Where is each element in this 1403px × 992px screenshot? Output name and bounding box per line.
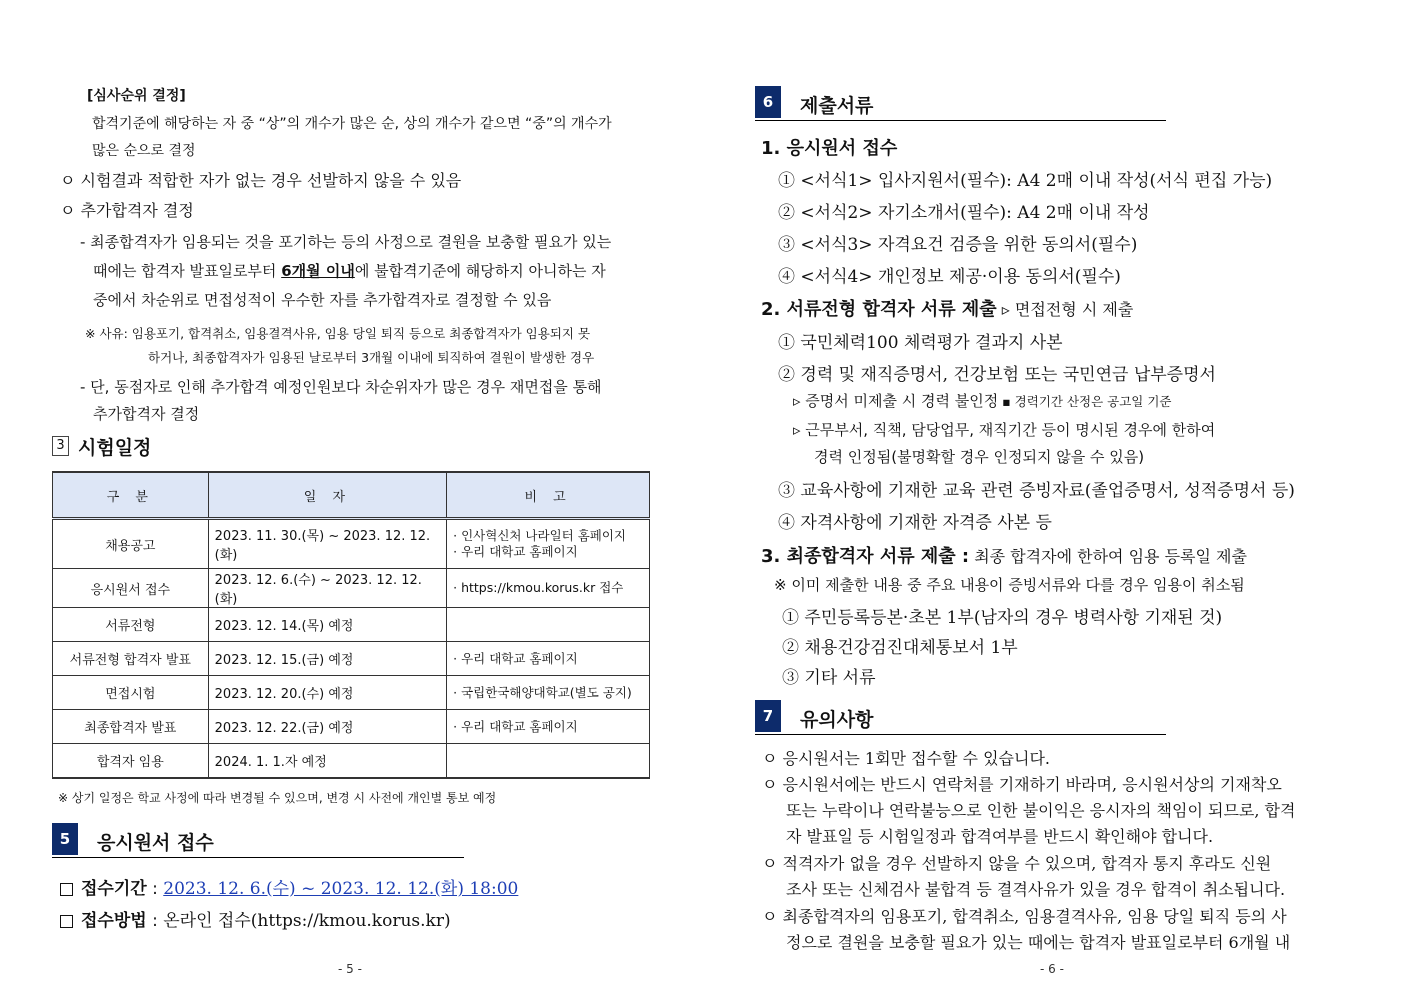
docs-heading-1: 1. 응시원서 접수 [761,138,898,159]
section-6-number: 6 [755,86,781,118]
row-note: · 국립한국해양대학교(별도 공지) [447,676,650,710]
notice-2-line-3: 자 발표일 등 시험일정과 합격여부를 반드시 확인해야 합니다. [786,827,1214,846]
reason-note-line-1: ※ 사유: 임용포기, 합격취소, 임용결격사유, 임용 당일 퇴직 등으로 최종합격자가 임용되지 못 [85,326,591,341]
application-method [60,906,451,931]
notice-2-line-1: ㅇ 응시원서에는 반드시 연락처를 기재하기 바라며, 응시원서상의 기재착오 [762,775,1282,794]
page-number-left: - 5 - [338,962,362,976]
docs-1-item-1: ① <서식1> 입사지원서(필수): A4 2매 이내 작성(서식 편집 가능) [778,171,1273,191]
row-name: 채용공고 [53,519,209,569]
row-note: · 우리 대학교 홈페이지 [447,642,650,676]
row-name: 서류전형 합격자 발표 [53,642,209,676]
table-row [53,744,650,779]
text-part: 때에는 합격자 발표일로부터 [93,262,282,280]
notice-4-line-2: 정으로 결원을 보충할 필요가 있는 때에는 합격자 발표일로부터 6개월 내 [786,933,1291,952]
section-6-title: 제출서류 [800,95,874,117]
header-date: 일 자 [208,472,446,519]
docs-2-item-2: ② 경력 및 재직증명서, 건강보험 또는 국민연금 납부증명서 [778,365,1216,385]
docs-2-sub-1 [793,390,1172,411]
heading-rest: ▹ 면접전형 시 제출 [996,300,1134,319]
docs-3-item-2: ② 채용건강검진대체통보서 1부 [782,638,1018,658]
heading-bold: 3. 최종합격자 서류 제출 : [761,546,970,567]
row-name: 면접시험 [53,676,209,710]
period-label: 접수기간 [81,879,147,899]
additional-dash-2-line-1: - 단, 동점자로 인해 추가합격 예정인원보다 차순위자가 많은 경우 재면접을 통해 [80,378,602,396]
row-date: 2024. 1. 1.자 예정 [208,744,446,779]
row-note [447,744,650,779]
table-row [53,710,650,744]
docs-1-item-2: ② <서식2> 자기소개서(필수): A4 2매 이내 작성 [778,203,1150,223]
heading-bold: 2. 서류전형 합격자 서류 제출 [761,299,997,320]
text-part: 에 불합격기준에 해당하지 아니하는 자 [354,262,606,280]
header-remarks: 비 고 [447,472,650,519]
row-name: 최종합격자 발표 [53,710,209,744]
notice-2-line-2: 또는 누락이나 연락불능으로 인한 불이익은 응시자의 책임이 되므로, 합격 [786,801,1296,820]
docs-2-item-1: ① 국민체력100 체력평가 결과지 사본 [778,333,1063,353]
method-value: 온라인 접수(https://kmou.korus.kr) [163,911,451,931]
method-label: 접수방법 [81,911,147,931]
row-note-line: · 인사혁신처 나라일터 홈페이지 [453,528,627,543]
table-row [53,569,650,608]
row-note-line: · 우리 대학교 홈페이지 [453,544,578,559]
row-note [447,519,650,569]
row-date: 2023. 12. 20.(수) 예정 [208,676,446,710]
colon: : [146,911,164,931]
row-date: 2023. 12. 22.(금) 예정 [208,710,446,744]
docs-heading-2 [761,295,1133,321]
checkbox-icon [60,883,73,896]
rank-heading: [심사순위 결정] [87,88,186,104]
docs-2-sub-2-line-1: ▹ 근무부서, 직책, 담당업무, 재직기간 등이 명시된 경우에 한하여 [793,421,1216,439]
row-date: 2023. 12. 14.(목) 예정 [208,608,446,642]
docs-heading-3 [761,542,1247,568]
colon: : [146,879,164,899]
section-5-underline [52,857,464,858]
section-7-underline [755,734,1166,735]
row-date: 2023. 12. 15.(금) 예정 [208,642,446,676]
section-5-number: 5 [52,823,78,855]
six-months-emphasis: 6개월 이내 [281,262,355,280]
row-name: 응시원서 접수 [53,569,209,608]
additional-dash-2-line-2: 추가합격자 결정 [93,405,200,423]
section-5-title: 응시원서 접수 [97,832,214,854]
row-note: · 우리 대학교 홈페이지 [447,710,650,744]
checkbox-icon [60,915,73,928]
row-date: 2023. 12. 6.(수) ~ 2023. 12. 12.(화) [208,569,446,608]
section-3-number: 3 [52,436,69,456]
notice-3-line-1: ㅇ 적격자가 없을 경우 선발하지 않을 수 있으며, 합격자 통지 후라도 신원 [762,854,1272,873]
period-value: 2023. 12. 6.(수) ~ 2023. 12. 12.(화) 18:00 [163,879,519,899]
table-row [53,519,650,569]
table-row [53,608,650,642]
docs-2-sub-2-line-2: 경력 인정됨(불명확할 경우 인정되지 않을 수 있음) [814,448,1145,466]
schedule-table [52,471,650,779]
notice-1: ㅇ 응시원서는 1회만 접수할 수 있습니다. [762,749,1050,768]
notice-3-line-2: 조사 또는 신체검사 불합격 등 결격사유가 있을 경우 합격이 취소됩니다. [786,880,1286,899]
sub-note: ▪ 경력기간 산정은 공고일 기준 [998,394,1172,409]
docs-3-item-3: ③ 기타 서류 [782,668,876,688]
notice-4-line-1: ㅇ 최종합격자의 임용포기, 합격취소, 임용결격사유, 임용 당일 퇴직 등의 사 [762,907,1287,926]
section-7-title: 유의사항 [800,709,874,731]
heading-rest: 최종 합격자에 한하여 임용 등록일 제출 [969,547,1247,566]
section-6-underline [755,120,1166,121]
row-name: 서류전형 [53,608,209,642]
bullet-no-candidate: ㅇ 시험결과 적합한 자가 없는 경우 선발하지 않을 수 있음 [60,171,462,190]
additional-dash-1-line-3: 중에서 차순위로 면접성적이 우수한 자를 추가합격자로 결정할 수 있음 [93,291,552,309]
table-header-row [53,472,650,519]
additional-dash-1-line-1: - 최종합격자가 임용되는 것을 포기하는 등의 사정으로 결원을 보충할 필요가 있는 [80,233,612,251]
application-period [60,874,518,899]
section-7-number: 7 [755,700,781,732]
row-name: 합격자 임용 [53,744,209,779]
row-note [447,608,650,642]
table-row [53,642,650,676]
page-number-right: - 6 - [1040,962,1064,976]
docs-1-item-4: ④ <서식4> 개인정보 제공·이용 동의서(필수) [778,267,1121,287]
row-date: 2023. 11. 30.(목) ~ 2023. 12. 12.(화) [208,519,446,569]
docs-3-note: ※ 이미 제출한 내용 중 주요 내용이 증빙서류와 다를 경우 임용이 취소됨 [774,576,1245,594]
docs-2-item-4: ④ 자격사항에 기재한 자격증 사본 등 [778,513,1052,533]
reason-note-line-2: 하거나, 최종합격자가 임용된 날로부터 3개월 이내에 퇴직하여 결원이 발생한 경우 [148,350,595,365]
docs-1-item-3: ③ <서식3> 자격요건 검증을 위한 동의서(필수) [778,235,1138,255]
docs-3-item-1: ① 주민등록등본·초본 1부(남자의 경우 병력사항 기재된 것) [782,608,1223,628]
row-note: · https://kmou.korus.kr 접수 [447,569,650,608]
sub-text: ▹ 증명서 미제출 시 경력 불인정 [793,392,999,410]
bullet-additional: ㅇ 추가합격자 결정 [60,201,194,220]
header-category: 구 분 [53,472,209,519]
additional-dash-1-line-2 [93,260,606,281]
table-row [53,676,650,710]
section-3-title: 시험일정 [78,437,152,459]
table-note: ※ 상기 일정은 학교 사정에 따라 변경될 수 있으며, 변경 시 사전에 개인별 통보 예정 [58,791,497,805]
rank-line-2: 많은 순으로 결정 [92,143,196,159]
rank-line-1: 합격기준에 해당하는 자 중 “상”의 개수가 많은 순, 상의 개수가 같으면 “중”의 개수가 [92,116,612,132]
docs-2-item-3: ③ 교육사항에 기재한 교육 관련 증빙자료(졸업증명서, 성적증명서 등) [778,481,1295,501]
